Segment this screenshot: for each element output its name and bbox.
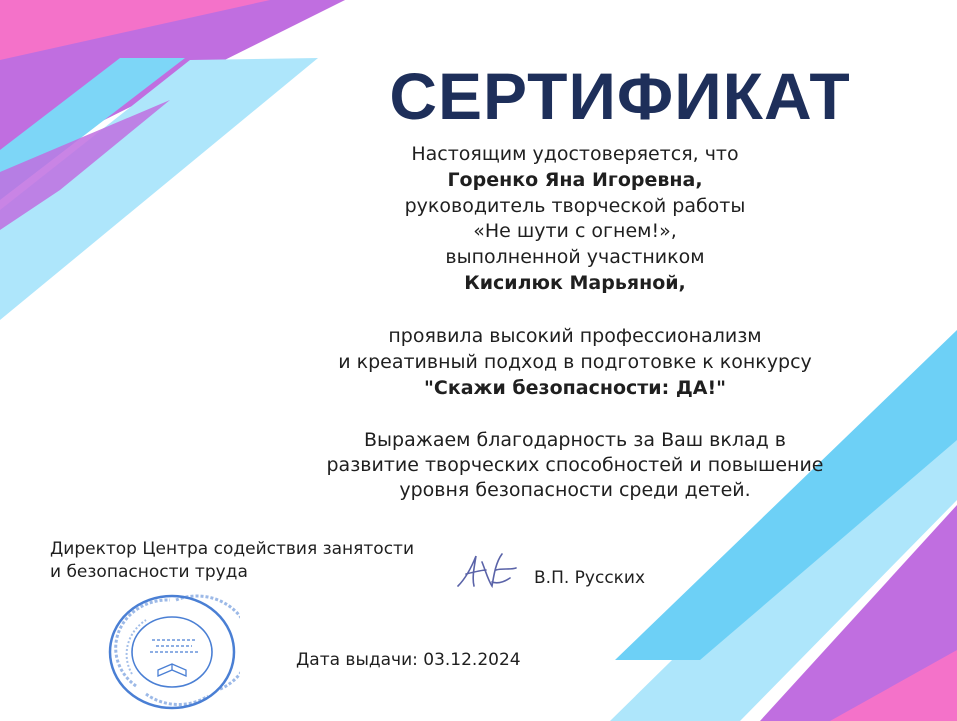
thanks-line-1: Выражаем благодарность за Ваш вклад в bbox=[363, 429, 787, 451]
participant-name: Кисилюк Марьяной, bbox=[464, 272, 686, 294]
contest-intro-line: и креативный подход в подготовке к конкурсу bbox=[338, 351, 812, 373]
thanks-line-2: развитие творческих способностей и повышение bbox=[326, 454, 824, 476]
thanks-line-3: уровня безопасности среди детей. bbox=[399, 479, 751, 501]
work-title: «Не шути с огнем!», bbox=[473, 220, 677, 242]
leader-name: Горенко Яна Игоревна, bbox=[447, 169, 703, 191]
performed-by-line: выполненной участником bbox=[445, 246, 705, 268]
certificate-title: СЕРТИФИКАТ bbox=[389, 59, 851, 133]
professionalism-line: проявила высокий профессионализм bbox=[388, 325, 762, 347]
director-title bbox=[50, 538, 414, 584]
contest-name: "Скажи безопасности: ДА!" bbox=[423, 377, 727, 399]
seal-stamp bbox=[106, 590, 240, 714]
intro-line: Настоящим удостоверяется, что bbox=[411, 143, 739, 165]
signature bbox=[452, 548, 532, 594]
signer-name: В.П. Русских bbox=[534, 568, 646, 588]
director-line-2: и безопасности труда bbox=[50, 562, 248, 582]
issue-date: Дата выдачи: 03.12.2024 bbox=[296, 650, 521, 670]
director-line-1: Директор Центра содействия занятости bbox=[50, 539, 414, 559]
leader-role: руководитель творческой работы bbox=[404, 195, 746, 217]
